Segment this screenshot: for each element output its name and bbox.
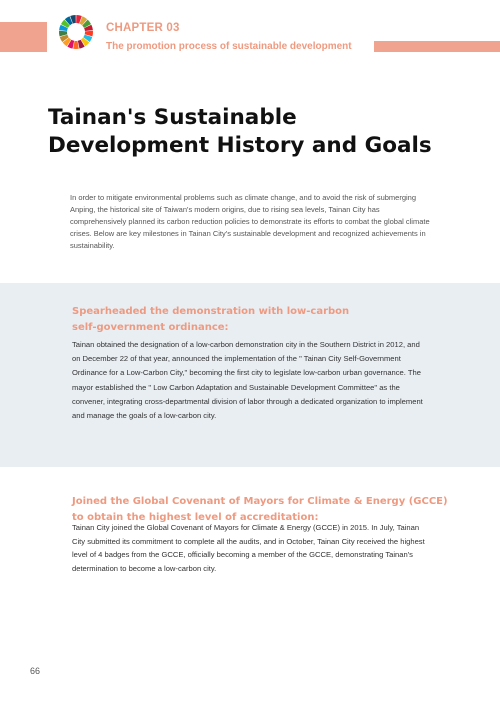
intro-paragraph: In order to mitigate environmental problems such as climate change, and to avoid the risk of submerging Anping, the historical site of Taiwan's modern origins, due to rising sea levels, Tainan City has comprehensively planned its carbon reduction policies to demonstrate its efforts to combat the global climate crises. Below are key milestones in Tainan City's sustainable development and recognized achievements in sustainability. bbox=[70, 193, 430, 250]
section-title-line: Spearheaded the demonstration with low-carbon bbox=[72, 306, 350, 317]
section-title-line: Joined the Global Covenant of Mayors for Climate & Energy (GCCE) bbox=[72, 496, 448, 507]
section-body: Tainan City joined the Global Covenant of Mayors for Climate & Energy (GCCE) in 2015. In July, Tainan City submitted its commitment to complete all the audits, and in October, Tainan City received the highest level of 4 badges from the GCCE, officially becoming a member of the GCCE, demonstrating Tainan's determination to become a low-carbon city. bbox=[72, 523, 425, 573]
sdg-wheel-icon bbox=[58, 14, 94, 50]
chapter-subtitle: The promotion process of sustainable development bbox=[106, 41, 352, 52]
page-title bbox=[48, 104, 468, 160]
sdg-wheel-segment bbox=[73, 41, 79, 49]
chapter-label: CHAPTER 03 bbox=[106, 22, 180, 34]
page-title-line: Development History and Goals bbox=[48, 133, 432, 158]
header-accent-bar-left bbox=[0, 22, 47, 52]
page-number: 66 bbox=[30, 666, 41, 676]
header-accent-bar-right bbox=[374, 41, 500, 52]
section-body: Tainan obtained the designation of a low-carbon demonstration city in the Southern District in 2012, and on December 22 of that year, announced the implementation of the " Tainan City Self-Government Ordinance for a Low-Carbon City," becoming the first city to legislate low-carbon urban governance. The mayor established the " Low Carbon Adaptation and Sustainable Development Committee" as the convener, integrating cross-departmental division of labor through a dedicated organization to implement and manage the goals of a low-carbon city. bbox=[72, 340, 423, 421]
section-title-line: self-government ordinance: bbox=[72, 322, 229, 333]
page-title-line: Tainan's Sustainable bbox=[48, 105, 297, 130]
section-title-line: to obtain the highest level of accreditation: bbox=[72, 512, 319, 523]
section-title bbox=[72, 304, 472, 336]
